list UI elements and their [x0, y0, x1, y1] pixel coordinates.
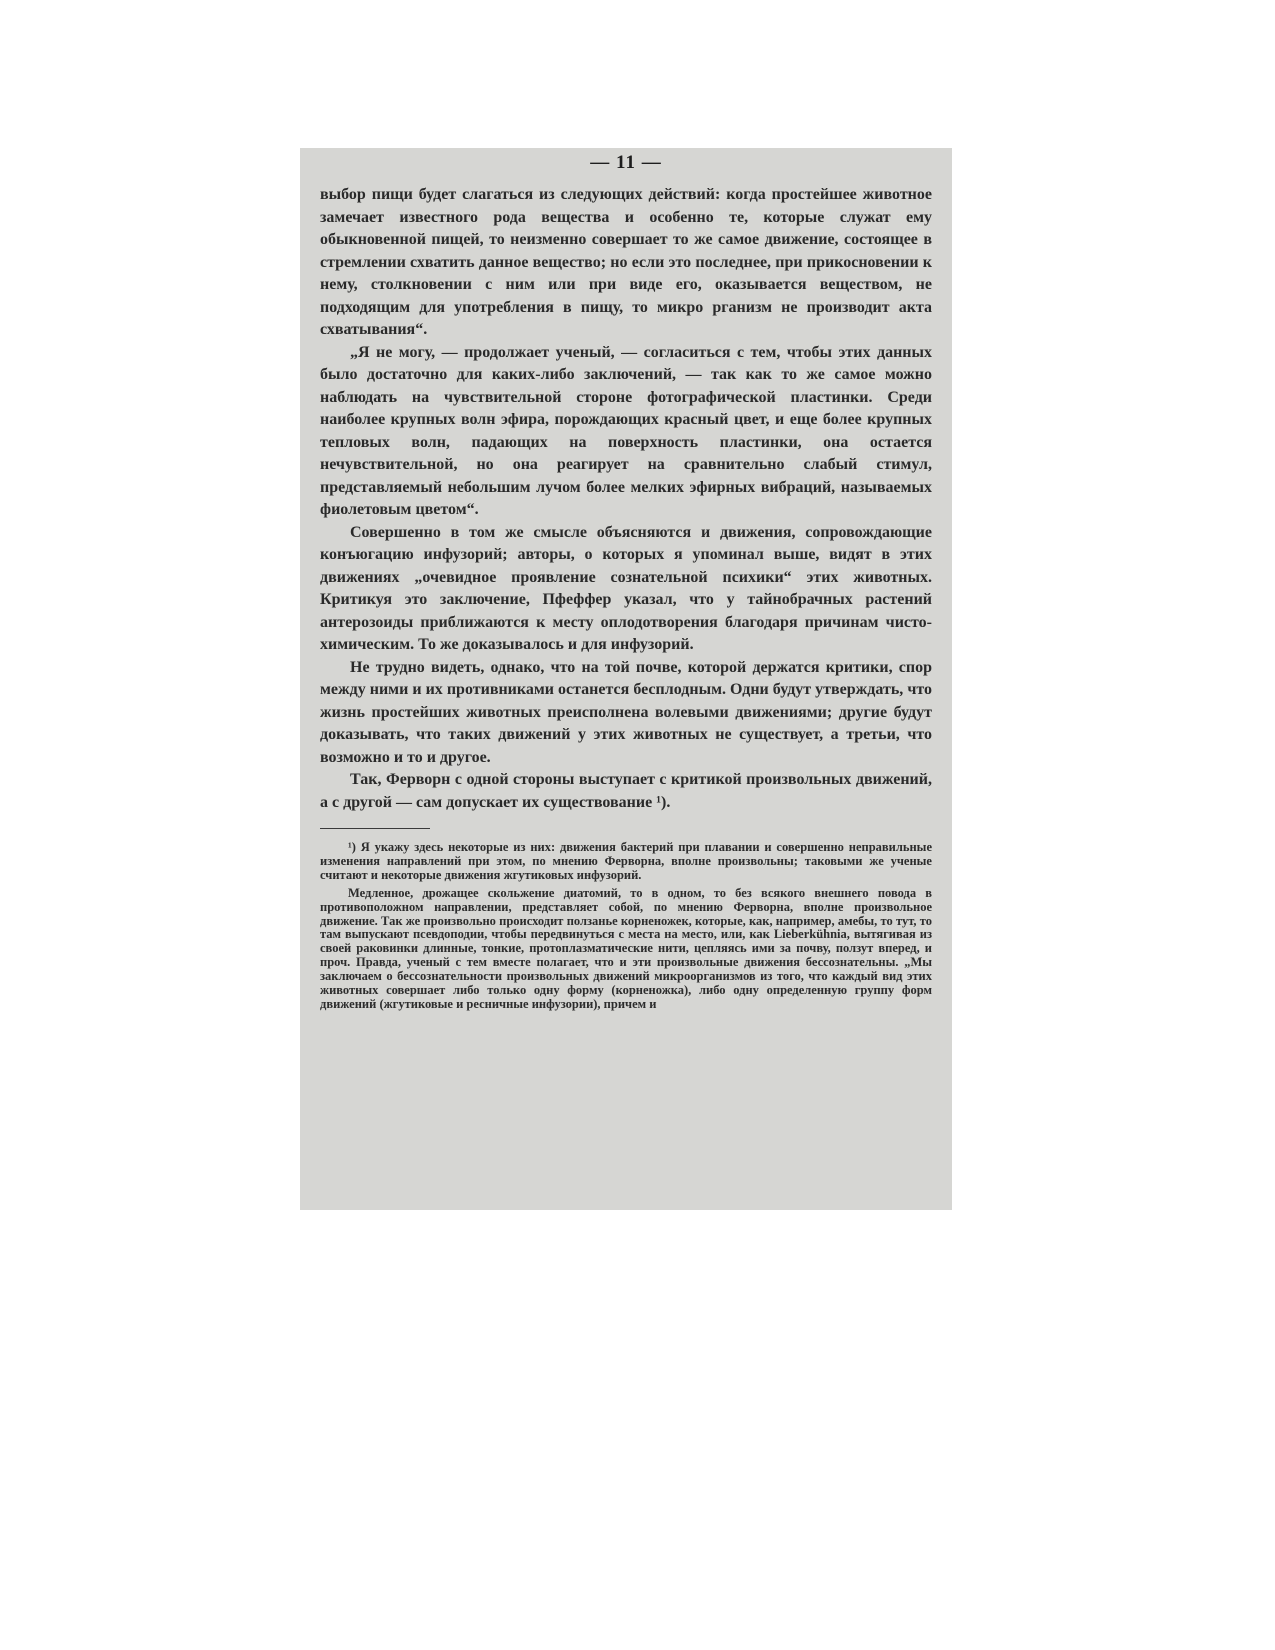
- paragraph: Не трудно видеть, однако, что на той почве, которой держатся критики, спор между ними и их противниками останется бесплодным. Одни будут утверждать, что жизнь простейших животных преисполнена волевыми движениями; другие будут доказывать, что таких движений у этих животных не существует, а третьи, что возможно и то и другое.: [320, 658, 932, 766]
- scanned-page: [300, 148, 952, 1210]
- paragraph: Совершенно в том же смысле объясняются и движения, сопровождающие конъюгацию инфузорий; авторы, о которых я упоминал выше, видят в этих движениях „очевидное проявление сознательной психики“ этих животных. Критикуя это заключение, Пфеффер указал, что у тайнобрачных растений антерозоиды приближаются к месту оплодотворения благодаря причинам чисто-химическим. То же доказывалось и для инфузорий.: [320, 523, 932, 653]
- footnotes: [320, 841, 932, 1012]
- paragraph: Так, Ферворн с одной стороны выступает с критикой произвольных движений, а с другой — сам допускает их существование ¹).: [320, 771, 932, 811]
- paragraph: „Я не могу, — продолжает ученый, — согласиться с тем, чтобы этих данных было достаточно для каких-либо заключений, — так как то же самое можно наблюдать на чувствительной стороне фотографической пластинки. Среди наиболее крупных волн эфира, порождающих красный цвет, и еще более крупных тепловых волн, падающих на поверхность пластинки, она остается нечувствительной, но она реагирует на сравнительно слабый стимул, представляемый небольшим лучом более мелких эфирных вибраций, называемых фиолетовым цветом“.: [320, 343, 932, 518]
- footnote: ¹) Я укажу здесь некоторые из них: движения бактерий при плавании и совершенно неправильные изменения направлений при этом, по мнению Ферворна, вполне произвольны; таковыми же ученые считают и некоторые движения жгутиковых инфузорий.: [320, 840, 932, 882]
- body-text: [320, 184, 932, 814]
- footnote-separator: [320, 828, 430, 829]
- page-number: — 11 —: [590, 152, 662, 173]
- footnote-continuation: Медленное, дрожащее скольжение диатомий, то в одном, то без всякого внешнего повода в противоположном направлении, представляет собой, по мнению Ферворна, вполне произвольное движение. Так же произвольно происходит ползанье корненожек, которые, как, например, амебы, то тут, то там выпускают псевдоподии, чтобы передвинуться с места на место, или, как Lieberkühnia, вытягивая из своей раковинки длинные, тонкие, протоплазматические нити, цепляясь ими за почву, ползут вперед, и проч. Правда, ученый с тем вместе полагает, что и эти произвольные движения бессознательны. „Мы заключаем о бессознательности произвольных движений микроорганизмов из того, что каждый вид этих животных совершает либо только одну форму (корненожка), либо одну определенную группу форм движений (жгутиковые и ресничные инфузории), причем и: [320, 885, 932, 1011]
- paragraph: выбор пищи будет слагаться из следующих действий: когда простейшее животное замечает известного рода вещества и особенно те, которые служат ему обыкновенной пищей, то неизменно совершает то же самое движение, состоящее в стремлении схватить данное вещество; но если это последнее, при прикосновении к нему, столкновении с ним или при виде его, оказывается веществом, не подходящим для употребления в пищу, то микро рганизм не производит акта схватывания“.: [320, 186, 932, 338]
